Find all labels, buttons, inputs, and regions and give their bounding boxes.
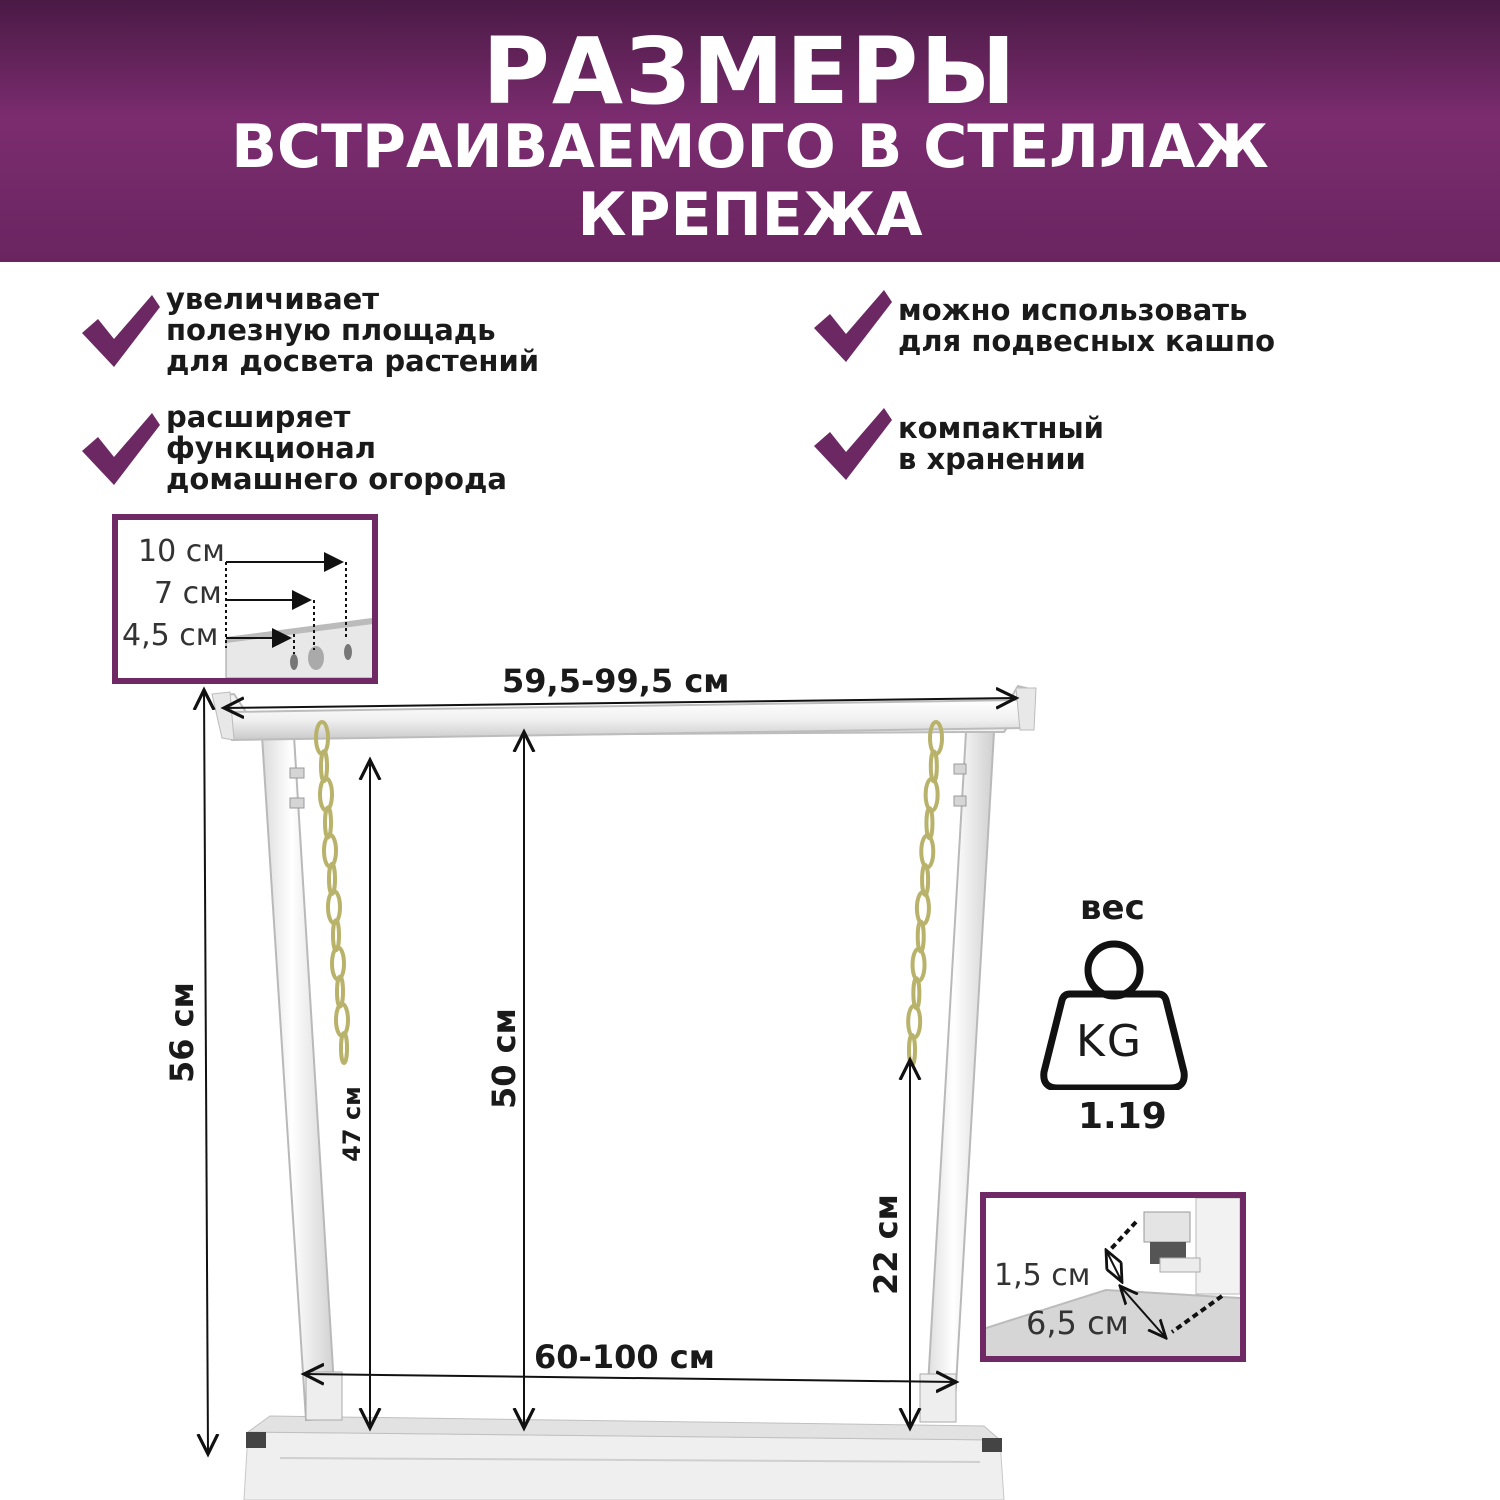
chain-link	[908, 1006, 920, 1038]
page-subtitle-line-2: ВСТРАИВАЕМОГО В СТЕЛЛАЖ	[231, 112, 1269, 182]
weight-value: 1.19	[1078, 1096, 1167, 1137]
weight-label: вес	[1080, 888, 1145, 928]
foot-left	[306, 1372, 342, 1420]
spacing-label-4-5: 4,5 см	[122, 618, 219, 653]
chain-link	[328, 891, 340, 923]
chain-link	[341, 1033, 347, 1063]
chain-left	[316, 722, 348, 1063]
weight-unit: KG	[1076, 1016, 1143, 1067]
chain-link	[320, 778, 332, 810]
chain-link	[332, 947, 344, 979]
label-bottom-width: 60-100 см	[534, 1338, 715, 1376]
shelf-base	[244, 1416, 1004, 1500]
chain-link	[324, 835, 336, 867]
clamp-label-1-5: 1,5 см	[994, 1258, 1091, 1293]
page-title: РАЗМЕРЫ	[482, 18, 1018, 125]
label-chain-height: 47 см	[338, 1086, 366, 1162]
label-top-width: 59,5-99,5 см	[502, 662, 730, 700]
feature-text: компактный в хранении	[898, 411, 1104, 476]
chain-link	[921, 835, 933, 867]
clamp-label-6-5: 6,5 см	[1026, 1304, 1129, 1342]
feature-text: можно использовать для подвесных кашпо	[898, 293, 1276, 358]
chain-right	[908, 722, 942, 1065]
label-total-height: 56 см	[163, 982, 201, 1083]
chain-link	[926, 779, 938, 811]
label-hook-height: 22 см	[867, 1194, 905, 1295]
chain-link	[913, 949, 925, 981]
chain-link	[917, 892, 929, 924]
dim-total-height	[204, 690, 208, 1454]
inset-clamp-size	[980, 1192, 1246, 1362]
feature-text: увеличивает полезную площадь для досвета растений	[166, 282, 540, 378]
spacing-label-10: 10 см	[138, 534, 225, 569]
page-subtitle-line-3: КРЕПЕЖА	[577, 180, 923, 250]
label-bar-height: 50 см	[485, 1008, 523, 1109]
chain-link	[336, 1004, 348, 1036]
spacing-label-7: 7 см	[154, 576, 222, 611]
feature-text: расширяет функционал домашнего огорода	[166, 400, 507, 496]
